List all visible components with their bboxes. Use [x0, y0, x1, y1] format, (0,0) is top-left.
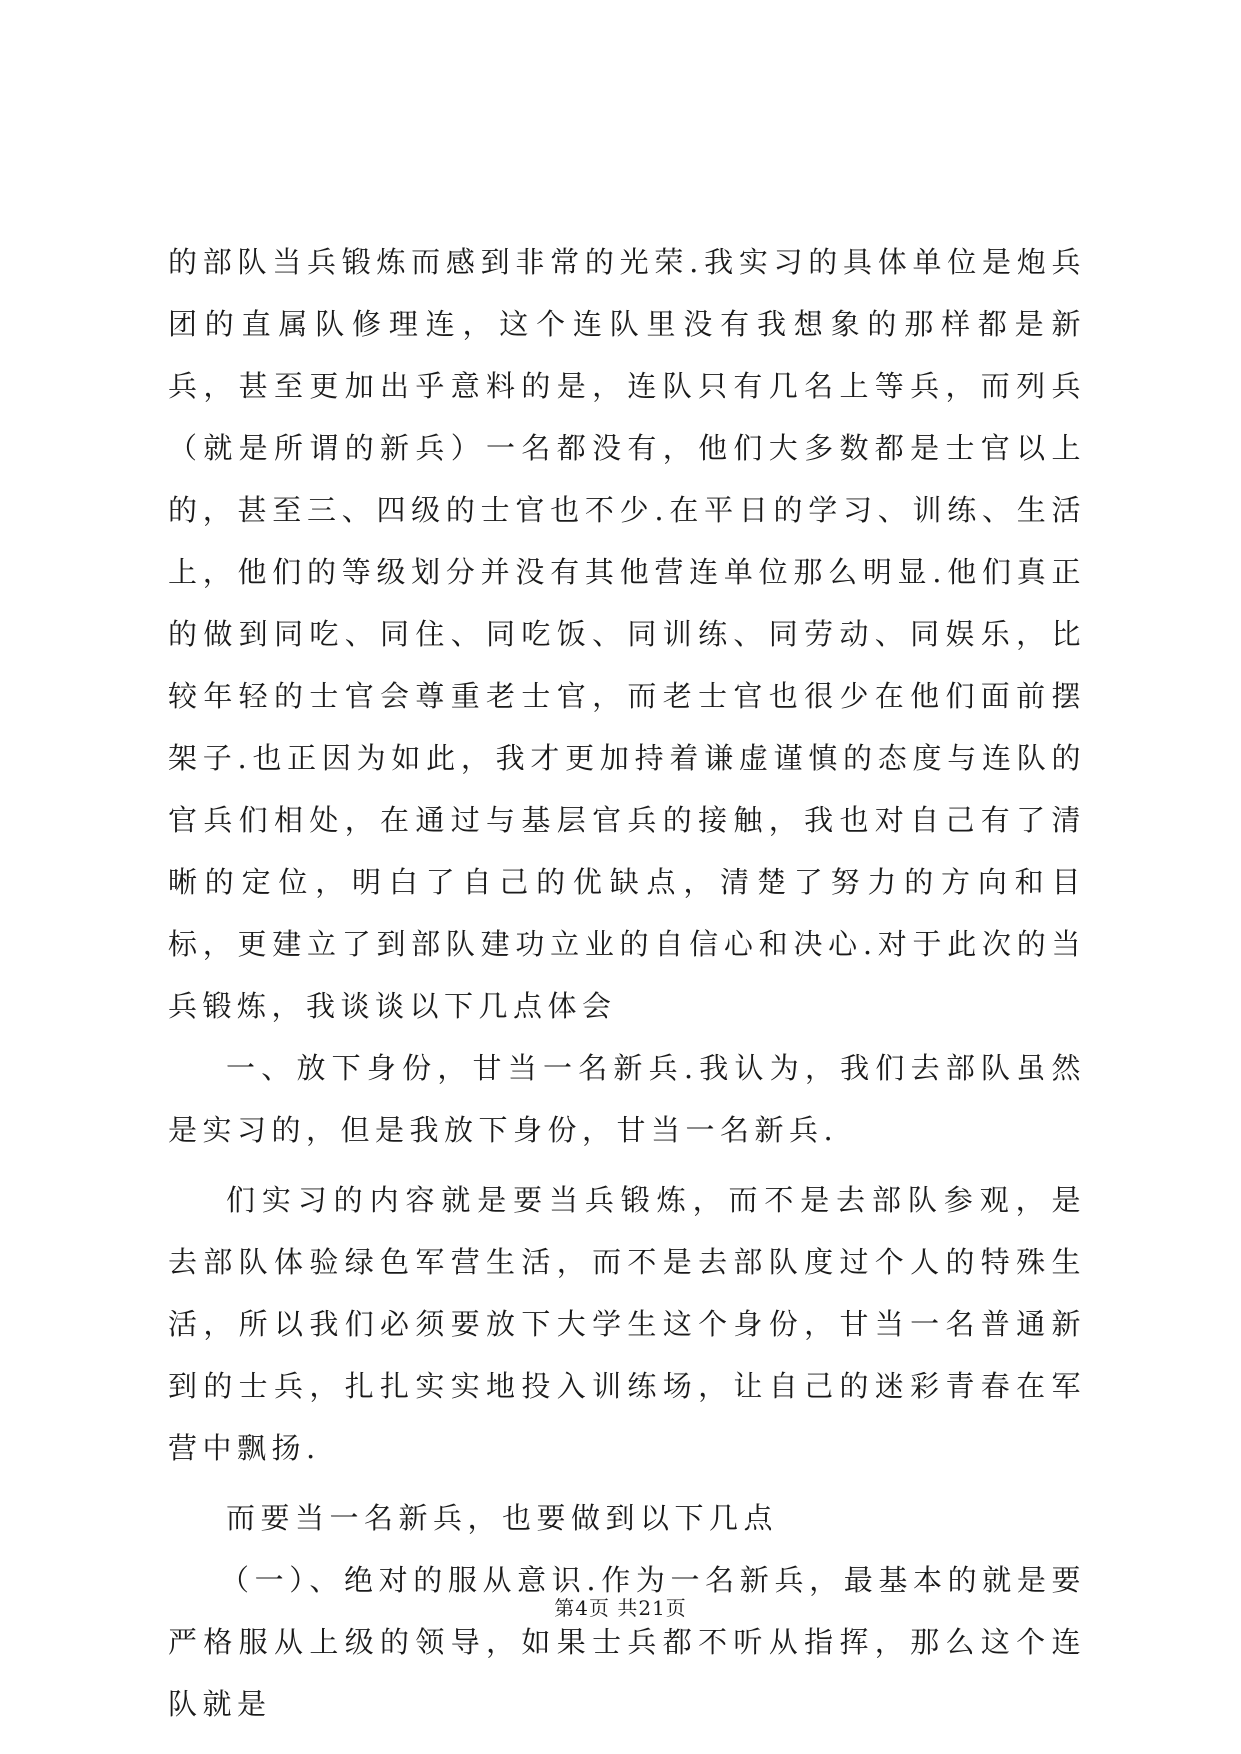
paragraph-5: （一）、绝对的服从意识.作为一名新兵，最基本的就是要严格服从上级的领导，如果士兵都不听从指挥，那么这个连队就是	[168, 1563, 1086, 1721]
page-footer: 第4页 共21页	[554, 1596, 687, 1620]
paragraph-3: 们实习的内容就是要当兵锻炼，而不是去部队参观，是去部队体验绿色军营生活，而不是去部队度过个人的特殊生活，所以我们必须要放下大学生这个身份，甘当一名普通新到的士兵，扎扎实实地投入训练场，让自己的迷彩青春在军营中飘扬.	[168, 1183, 1086, 1465]
body-text	[168, 231, 1086, 1735]
paragraph-4: 而要当一名新兵，也要做到以下几点	[226, 1501, 779, 1535]
paragraph-1: 的部队当兵锻炼而感到非常的光荣.我实习的具体单位是炮兵团的直属队修理连，这个连队里没有我想象的那样都是新兵，甚至更加出乎意料的是，连队只有几名上等兵，而列兵（就是所谓的新兵）一名都没有，他们大多数都是士官以上的，甚至三、四级的士官也不少.在平日的学习、训练、生活上，他们的等级划分并没有其他营连单位那么明显.他们真正的做到同吃、同住、同吃饭、同训练、同劳动、同娱乐，比较年轻的士官会尊重老士官，而老士官也很少在他们面前摆架子.也正因为如此，我才更加持着谦虚谨慎的态度与连队的官兵们相处，在通过与基层官兵的接触，我也对自己有了清晰的定位，明白了自己的优缺点，清楚了努力的方向和目标，更建立了到部队建功立业的自信心和决心.对于此次的当兵锻炼，我谈谈以下几点体会	[168, 245, 1086, 1023]
paragraph-2: 一、放下身份，甘当一名新兵.我认为，我们去部队虽然是实习的，但是我放下身份，甘当一名新兵.	[168, 1051, 1086, 1147]
